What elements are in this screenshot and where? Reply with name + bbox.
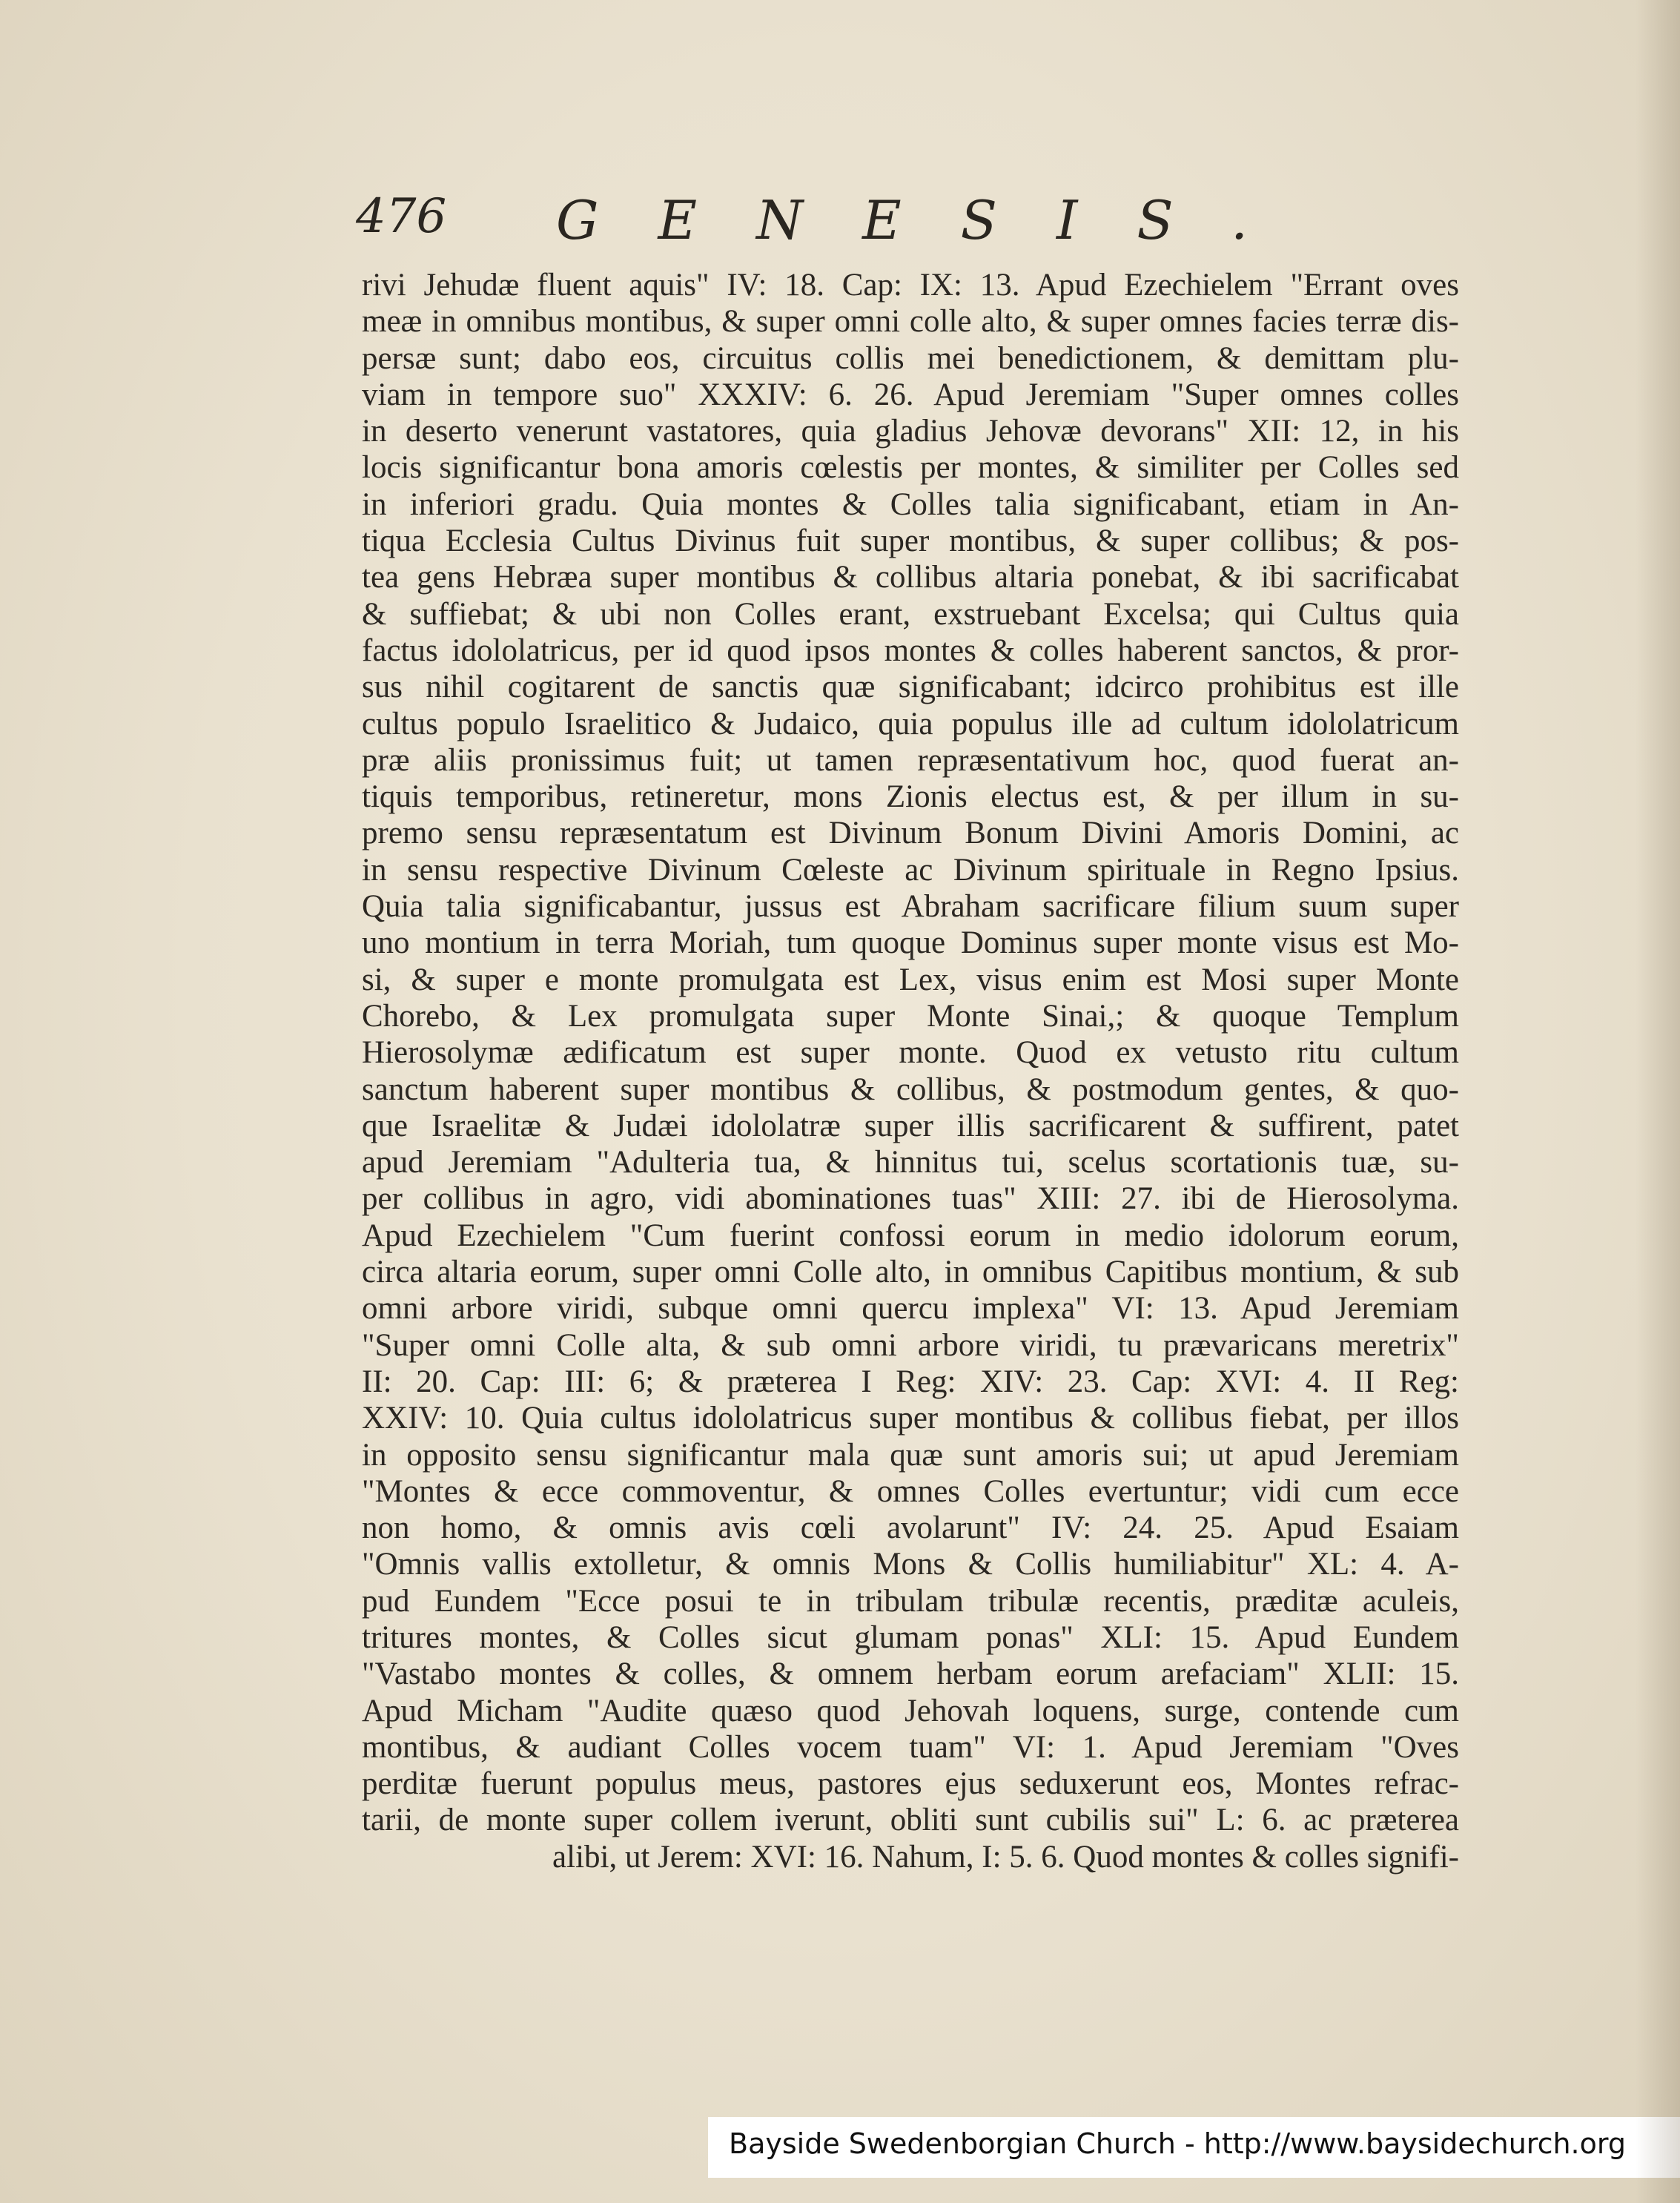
text-line: factus idololatricus, per id quod ipsos montes & colles haberent sanctos, & pror-	[362, 633, 1459, 668]
text-line: tarii, de monte super collem iverunt, obliti sunt cubilis sui" L: 6. ac præterea	[362, 1803, 1459, 1838]
text-line: persæ sunt; dabo eos, circuitus collis mei benedictionem, & demittam plu-	[362, 340, 1459, 376]
credit-banner	[708, 2117, 1680, 2178]
text-line: que Israelitæ & Judæi idololatræ super illis sacrificarent & suffirent, patet	[362, 1108, 1459, 1143]
text-line: "Vastabo montes & colles, & omnem herbam eorum arefaciam" XLII: 15.	[362, 1657, 1459, 1692]
text-line: montibus, & audiant Colles vocem tuam" VI: 1. Apud Jeremiam "Oves	[362, 1729, 1459, 1765]
text-line: in deserto venerunt vastatores, quia gladius Jehovæ devorans" XII: 12, in his	[362, 414, 1459, 449]
text-line: premo sensu repræsentatum est Divinum Bonum Divini Amoris Domini, ac	[362, 816, 1459, 851]
text-line: tiqua Ecclesia Cultus Divinus fuit super montibus, & super collibus; & pos-	[362, 523, 1459, 559]
text-line: sanctum haberent super montibus & collibus, & postmodum gentes, & quo-	[362, 1071, 1459, 1107]
text-line: præ aliis pronissimus fuit; ut tamen repræsentativum hoc, quod fuerat an-	[362, 742, 1459, 778]
text-line: uno montium in terra Moriah, tum quoque Dominus super monte visus est Mo-	[362, 925, 1459, 961]
text-line: Hierosolymæ ædificatum est super monte. Quod ex vetusto ritu cultum	[362, 1035, 1459, 1071]
text-line: non homo, & omnis avis cœli avolarunt" IV: 24. 25. Apud Esaiam	[362, 1510, 1459, 1546]
text-line: apud Jeremiam "Adulteria tua, & hinnitus tui, scelus scortationis tuæ, su-	[362, 1145, 1459, 1180]
text-line: meæ in omnibus montibus, & super omni colle alto, & super omnes facies terræ dis-	[362, 304, 1459, 340]
text-line: in sensu respective Divinum Cœleste ac Divinum spirituale in Regno Ipsius.	[362, 852, 1459, 888]
text-line: & suffiebat; & ubi non Colles erant, exstruebant Excelsa; qui Cultus quia	[362, 596, 1459, 632]
text-line: "Montes & ecce commoventur, & omnes Colles evertuntur; vidi cum ecce	[362, 1473, 1459, 1509]
page-header	[356, 189, 1308, 256]
text-line: cultus populo Israelitico & Judaico, quia populus ille ad cultum idololatricum	[362, 706, 1459, 742]
text-line: rivi Jehudæ fluent aquis" IV: 18. Cap: IX: 13. Apud Ezechielem "Errant oves	[362, 268, 1459, 303]
running-title: GENESIS.	[556, 189, 1308, 251]
credit-text: Bayside Swedenborgian Church - http://www.baysidechurch.org	[729, 2127, 1626, 2160]
body-text	[362, 267, 1459, 1875]
text-line: in opposito sensu significantur mala quæ sunt amoris sui; ut apud Jeremiam	[362, 1437, 1459, 1473]
text-line: in inferiori gradu. Quia montes & Colles talia significabant, etiam in An-	[362, 486, 1459, 522]
text-line: tea gens Hebræa super montibus & collibus altaria ponebat, & ibi sacrificabat	[362, 560, 1459, 595]
text-line: tiquis temporibus, retineretur, mons Zionis electus est, & per illum in su-	[362, 779, 1459, 815]
text-line: "Omnis vallis extolletur, & omnis Mons & Collis humiliabitur" XL: 4. A-	[362, 1547, 1459, 1582]
text-line: si, & super e monte promulgata est Lex, visus enim est Mosi super Monte	[362, 962, 1459, 997]
text-line: Quia talia significabantur, jussus est Abraham sacrificare filium suum super	[362, 889, 1459, 925]
text-line: Chorebo, & Lex promulgata super Monte Sinai,; & quoque Templum	[362, 998, 1459, 1034]
text-line: locis significantur bona amoris cœlestis per montes, & similiter per Colles sed	[362, 450, 1459, 486]
text-line: circa altaria eorum, super omni Colle alto, in omnibus Capitibus montium, & sub	[362, 1255, 1459, 1290]
text-line: tritures montes, & Colles sicut glumam ponas" XLI: 15. Apud Eundem	[362, 1619, 1459, 1655]
text-line: II: 20. Cap: III: 6; & præterea I Reg: XIV: 23. Cap: XVI: 4. II Reg:	[362, 1364, 1459, 1399]
text-line: Apud Ezechielem "Cum fuerint confossi eorum in medio idolorum eorum,	[362, 1218, 1459, 1253]
text-line: pud Eundem "Ecce posui te in tribulam tribulæ recentis, præditæ aculeis,	[362, 1583, 1459, 1619]
text-line: sus nihil cogitarent de sanctis quæ significabant; idcirco prohibitus est ille	[362, 670, 1459, 705]
text-line: per collibus in agro, vidi abominationes tuas" XIII: 27. ibi de Hierosolyma.	[362, 1181, 1459, 1217]
text-line: XXIV: 10. Quia cultus idololatricus super montibus & collibus fiebat, per illos	[362, 1401, 1459, 1436]
catchword: alibi, ut Jerem: XVI: 16. Nahum, I: 5. 6. Quod montes & colles signifi-	[552, 1839, 1459, 1875]
text-line: "Super omni Colle alta, & sub omni arbore viridi, tu prævaricans meretrix"	[362, 1327, 1459, 1363]
text-line: perditæ fuerunt populus meus, pastores ejus seduxerunt eos, Montes refrac-	[362, 1766, 1459, 1802]
text-line: viam in tempore suo" XXXIV: 6. 26. Apud Jeremiam "Super omnes colles	[362, 377, 1459, 412]
text-line: omni arbore viridi, subque omni quercu implexa" VI: 13. Apud Jeremiam	[362, 1291, 1459, 1327]
text-line: Apud Micham "Audite quæso quod Jehovah loquens, surge, contende cum	[362, 1693, 1459, 1728]
page-number: 476	[356, 189, 447, 244]
